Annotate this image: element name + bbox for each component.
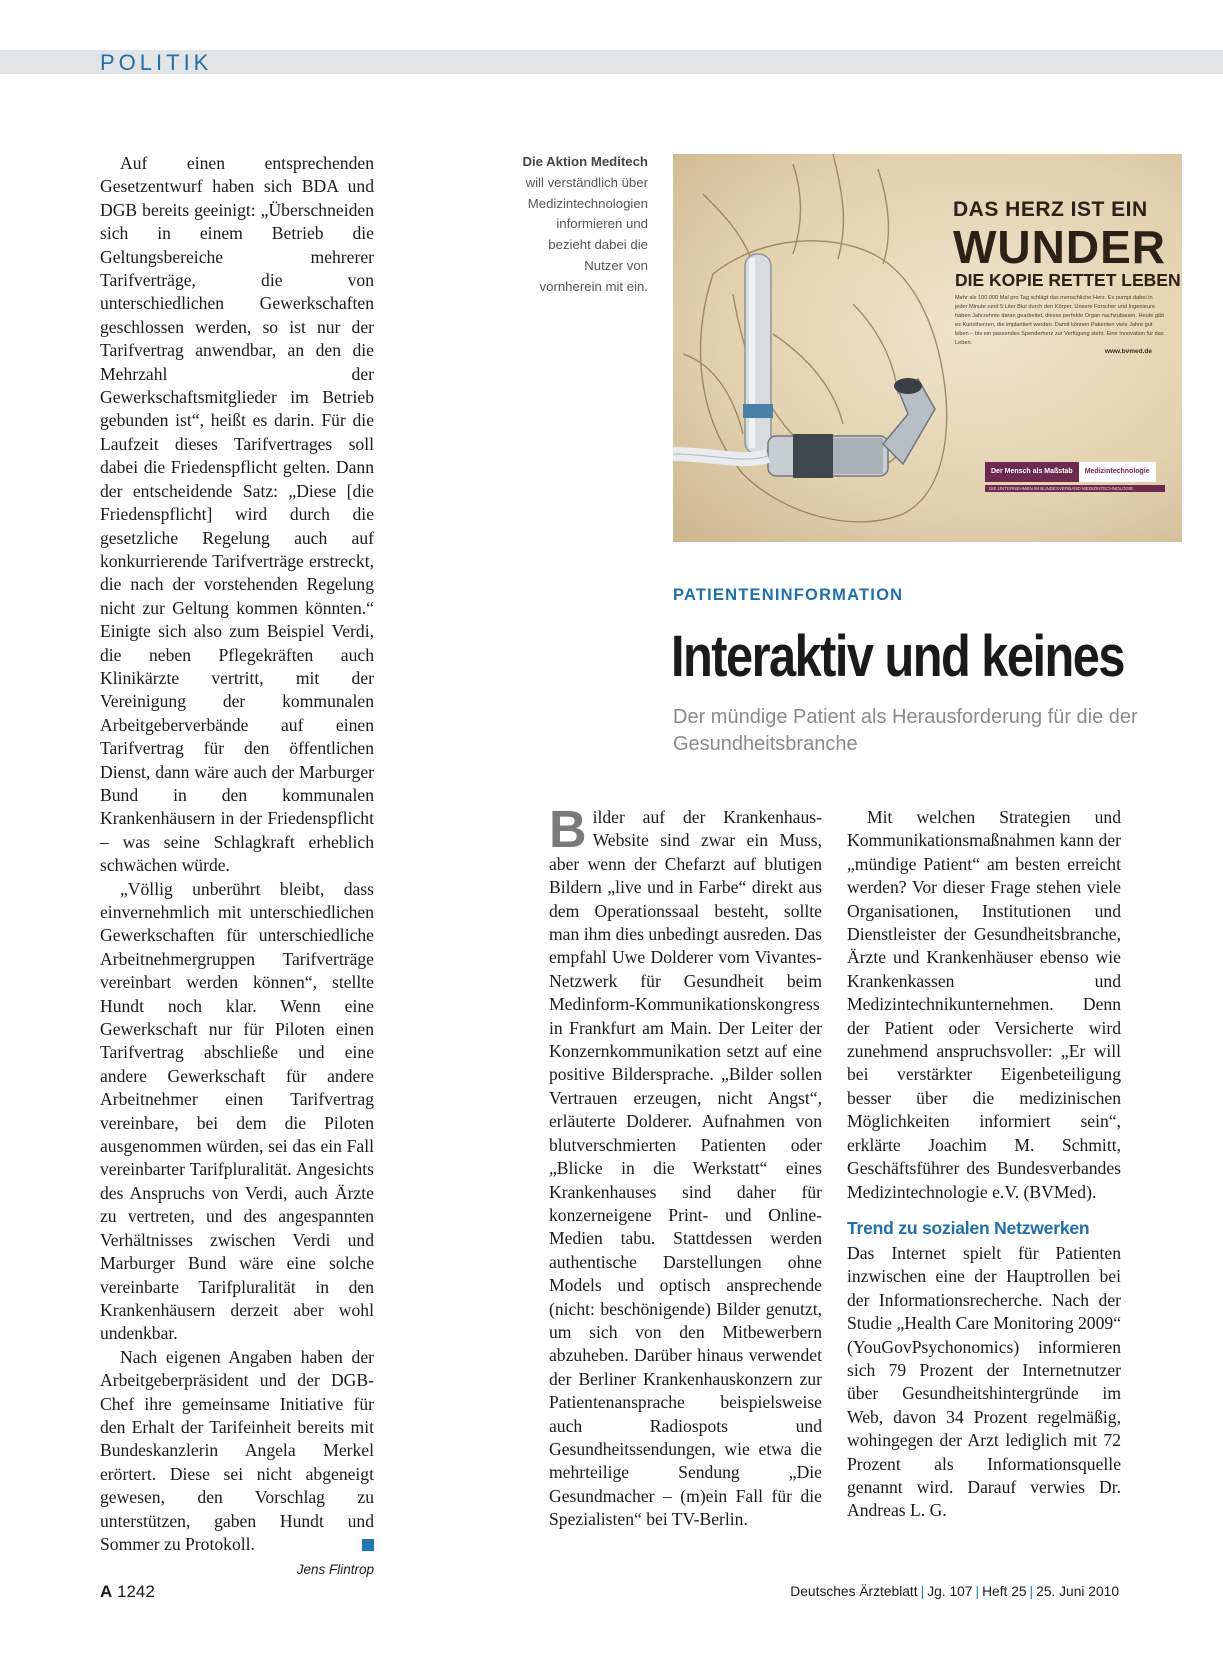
ad-badge-right: Medizintechnologie (1079, 462, 1156, 482)
subheading: Trend zu sozialen Netzwerken (847, 1217, 1090, 1238)
left-paragraph-3-text: Nach eigenen Angaben haben der Arbeitgeberpräsident und der DGB-Chef ihre gemeinsame Initiative für den Erhalt der Tarifeinheit bereits mit Bundeskanzlerin Angela Merkel erörtert. Diese sei nicht abgeneigt gewesen, den Vorschlag zu unterstützen, gaben Hundt und Sommer zu Protokoll. (100, 1346, 374, 1554)
ad-image (673, 154, 1182, 542)
author-name: Jens Flintrop (296, 1562, 374, 1578)
drop-cap: B (549, 801, 587, 859)
article-kicker: PATIENTENINFORMATION (673, 586, 904, 604)
journal-issue: Heft 25 (982, 1584, 1027, 1599)
middle-column (549, 801, 822, 1532)
article-subline: Der mündige Patient als Herausforderung für die der Gesundheitsbranche (673, 706, 1138, 755)
right-paragraph-1: Mit welchen Strategien und Kommunikationsmaßnahmen kann der „mündige Patient“ am besten erreicht werden? Vor dieser Frage stehen viele Organisationen, Institutionen und Dienstleister der Gesundheitsbranche, Ärzte und Krankenhäuser ebenso wie Krankenkassen und Medizintechnikunternehmen. Denn der Patient oder Versicherte wird zunehmend anspruchsvoller: „Er will bei verstärkter Eigenbeteiligung besser über die medizinischen Möglichkeiten informiert sein“, erklärte Joachim M. Schmitt, Geschäftsführer des Bundesverbandes Medizintechnologie e.V. (BVMed). (847, 807, 1121, 1202)
ad-headline-2: WUNDER (953, 221, 1166, 273)
left-paragraph-2: „Völlig unberührt bleibt, dass einvernehmlich mit unterschiedlichen Gewerkschaften für unterschiedliche Arbeitnehmergruppen Tarifverträge vereinbart werden können“, stellte Hundt noch klar. Wenn eine Gewerkschaft nur für Piloten einen Tarifvertrag abschließe und eine andere Gewerkschaft für andere Arbeitnehmer einen Tarifvertrag vereinbare, bei dem die Piloten ausgenommen würden, sei das ein Fall vereinbarter Tarifpluralität. Angesichts des Anspruchs von Verdi, auch Ärzte zu vertreten, und des angespannten Verhältnisses zwischen Verdi und Marburger Bund wäre eine solche vereinbarte Tarifpluralität in den Krankenhäusern derzeit aber wohl undenkbar. (100, 878, 374, 1344)
page-number (100, 1582, 155, 1602)
ad-url: www.bvmed.de (1104, 348, 1152, 355)
right-paragraph-2: Das Internet spielt für Patienten inzwischen eine der Hauptrollen bei der Informationsrecherche. Nach der Studie „Health Care Monitoring 2009“ (YouGovPsychonomics) informieren sich 79 Prozent der Internetnutzer über Gesundheitshintergründe im Web, davon 34 Prozent regelmäßig, wohingegen der Arzt lediglich mit 72 Prozent als Informationsquelle genannt wird. Darauf verwies Dr. Andreas L. G. (847, 1242, 1121, 1521)
left-paragraph-1: Auf einen entsprechenden Gesetzentwurf haben sich BDA und DGB bereits geeinigt: „Überschneiden sich in einem Betrieb die Geltungsbereiche mehrerer Tarifverträge, die von unterschiedlichen Gewerkschaften geschlossen werden, so ist nur der Tarifvertrag anwendbar, an den die Mehrzahl der Gewerkschaftsmitglieder im Betrieb gebunden ist“, heißt es darin. Für die Laufzeit dieses Tarifvertrages soll dabei die Friedenspflicht gelten. Dann der entscheidende Satz: „Diese [die Friedenspflicht] wird durch die gesetzliche Regelung auch auf konkurrierende Tarifverträge erstreckt, die nach der vorstehenden Regelung nicht zur Geltung kommen könnten.“ Einigte sich also zum Beispiel Verdi, die neben Pflegekräften auch Klinikärzte vertritt, mit der Vereinigung der kommunalen Arbeitgeberverbände auf einen Tarifvertrag für den öffentlichen Dienst, dann wäre auch der Marburger Bund in den kommunalen Krankenhäusern in der Friedenspflicht – was seine Schlagkraft erheblich schwächen würde. (100, 153, 374, 876)
ad-badge (985, 462, 1156, 482)
journal-volume: Jg. 107 (927, 1584, 973, 1599)
ad-headline-3: DIE KOPIE RETTET LEBEN (955, 270, 1181, 290)
left-paragraph-3 (100, 1346, 374, 1557)
journal-date: 25. Juni 2010 (1036, 1584, 1119, 1599)
ad-badge-left: Der Mensch als Maßstab (985, 462, 1079, 482)
page-prefix: A (100, 1582, 113, 1601)
article-headline: Interaktiv und keines (671, 624, 1124, 689)
section-label: POLITIK (100, 50, 213, 75)
separator-icon: | (1029, 1584, 1034, 1599)
left-column (100, 152, 374, 1582)
image-caption (520, 152, 648, 298)
caption-bold: Die Aktion Meditech (522, 154, 648, 169)
journal-name: Deutsches Ärzteblatt (790, 1584, 918, 1599)
end-mark-icon (362, 1539, 374, 1551)
page-number-value: 1242 (117, 1582, 155, 1601)
ad-headline-1: DAS HERZ IST EIN (953, 198, 1148, 221)
separator-icon: | (975, 1584, 980, 1599)
right-column (847, 806, 1121, 1523)
ad-badge-line: DIE UNTERNEHMEN IM BUNDESVERBAND MEDIZINTECHNOLOGIE (985, 485, 1165, 492)
footer-citation (790, 1584, 1119, 1599)
separator-icon: | (920, 1584, 925, 1599)
mid-paragraph-text: ilder auf der Krankenhaus-Website sind zwar ein Muss, aber wenn der Chefarzt auf blutigen Bildern „live und in Farbe“ direkt aus dem Operationssaal besteht, sollte man ihm dies unbedingt ausreden. Das empfahl Uwe Dolderer vom Vivantes-Netzwerk für Gesundheit beim Medinform-Kommunikationskongress in Frankfurt am Main. Der Leiter der Konzernkommunikation setzt auf eine positive Bildersprache. „Bilder sollen Vertrauen erzeugen, nicht Angst“, erläuterte Dolderer. Aufnahmen von blutverschmierten Patienten oder „Blicke in die Werkstatt“ eines Krankenhauses sind daher für konzerneigene Print- und Online-Medien tabu. Stattdessen werden authentische Darstellungen ohne Models und optisch ansprechende (nicht: beschönigende) Bilder genutzt, um sich von den Mitbewerbern abzuheben. Darüber hinaus verwendet der Berliner Krankenhauskonzern zur Patientenansprache beispielsweise auch Radiospots und Gesundheitssendungen, wie etwa die mehrteilige Sendung „Die Gesundmacher – (m)ein Fall für die Spezialisten“ bei TV-Berlin. (549, 807, 822, 1530)
caption-text: will verständlich über Medizintechnologien informieren und bezieht dabei die Nutzer von vornherein mit ein. (525, 174, 648, 294)
mid-paragraph (549, 801, 822, 1532)
ad-body-text: Mehr als 100.000 Mal pro Tag schlägt das menschliche Herz. Es pumpt dabei in jeder Minute rund 5 Liter Blut durch den Körper. Unsere Forscher und Ingenieure haben Jahrzehnte daran gearbeitet, dieses perfekte Organ nachzubauen. Heute gibt es Kunstherzen, die implantiert werden. Damit können Patienten viele Jahre gut leben – bis ein passendes Spenderherz zur Verfügung steht. Eine Innovation für das Leben. (955, 295, 1164, 346)
